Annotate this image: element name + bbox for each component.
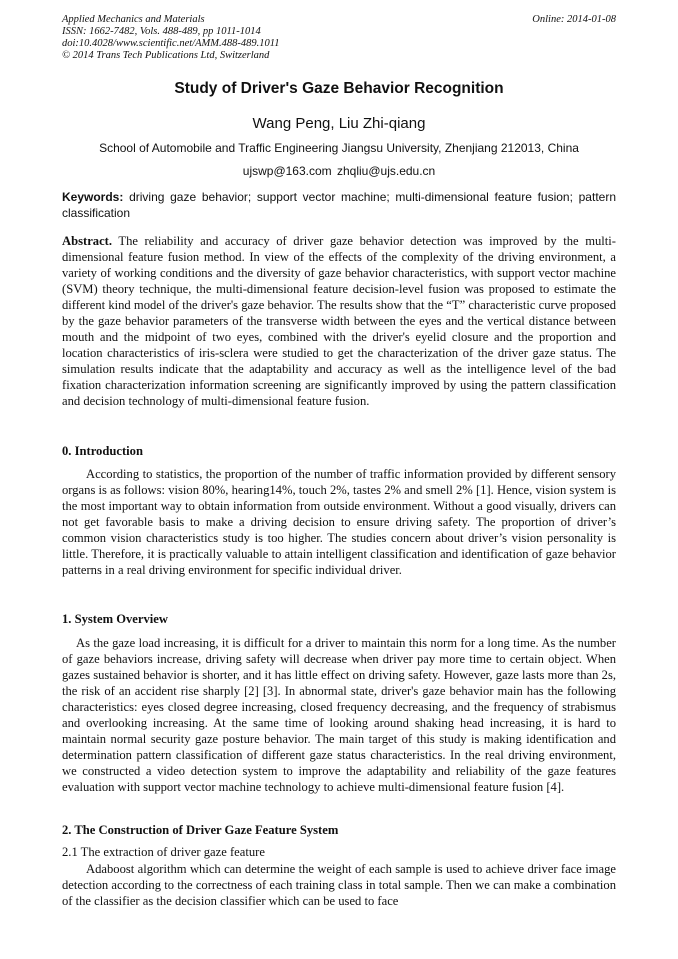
subsection-heading: 2.1 The extraction of driver gaze feature xyxy=(62,845,265,859)
abstract-text: The reliability and accuracy of driver gaze behavior detection was improved by the multi-dimensional feature fusion method. In view of the effects of the complexity of the driving environment, a variety of working conditions and the diversity of gaze behavior characteristics, with support vector machine (SVM) theory technique, the multi-dimensional feature decision-level fusion was proposed to estimate the different kind model of the driver's gaze behavior. The results show that the “T” characteristic curve proposed by the gaze behavior parameters of the transverse width between the eyes and the vertical distance between mouth and the midpoint of two eyes, combined with the driver's eyelid closure and the proportion and location characteristics of iris-sclera were studied to get the characterization of the driver gaze status. The simulation results indicate that the adaptability and accuracy as well as the intelligence level of the bad fixation characterization information screening are significantly improved by using the pattern classification and decision technology of multi-dimensional feature fusion. xyxy=(62,234,616,408)
keywords xyxy=(62,189,616,221)
overview-heading: 1. System Overview xyxy=(62,612,168,626)
online-date: Online: 2014-01-08 xyxy=(532,14,616,25)
keywords-text: driving gaze behavior; support vector machine; multi-dimensional feature fusion; pattern classification xyxy=(62,190,616,220)
journal-name: Applied Mechanics and Materials xyxy=(62,14,205,25)
paper-title: Study of Driver's Gaze Behavior Recognition xyxy=(174,80,504,97)
keywords-label: Keywords: xyxy=(62,190,124,204)
copyright-line: © 2014 Trans Tech Publications Ltd, Switzerland xyxy=(62,50,270,61)
authors: Wang Peng, Liu Zhi-qiang xyxy=(252,115,426,132)
emails: ujswp@163.com zhqliu@ujs.edu.cn xyxy=(242,164,436,178)
doi-line: doi:10.4028/www.scientific.net/AMM.488-489.1011 xyxy=(62,38,280,49)
intro-heading: 0. Introduction xyxy=(62,444,143,458)
abstract-label: Abstract. xyxy=(62,234,113,248)
issn-line: ISSN: 1662-7482, Vols. 488-489, pp 1011-1014 xyxy=(62,26,261,37)
intro-paragraph: According to statistics, the proportion of the number of traffic information provided by different sensory organs is as follows: vision 80%, hearing14%, touch 2%, tastes 2% and smell 2% [1]. Hence, vision system is the most important way to obtain information from outside environment. Without a good visually, drivers can not get favorable basis to make a driving decision to ensure driving safety. The proportion of driver’s common vision characteristics study is too higher. The studies concern about driver’s vision personality is little. Therefore, it is practically valuable to attain intelligent classification and identification of gaze behavior patterns in a real driving environment for specific individual driver. xyxy=(62,467,616,577)
overview-paragraph: As the gaze load increasing, it is difficult for a driver to maintain this norm for a long time. As the number of gaze behaviors increase, driving safety will decrease when driver pay more time to certain object. When gazes sustained behavior is shorter, and it has little effect on driving safety. However, gaze lasts more than 2s, the risk of an accident rise sharply [2] [3]. In abnormal state, driver's gaze behavior main has the following characteristics: eyes closed degree increasing, closed frequency decreasing, and the frequency of strabismus and overlooking increasing. At the same time of looking around shaking head increasing, it is hard to maintain normal security gaze posture behavior. The main target of this study is making identification and determination pattern classification of different gaze status characteristics. In the real driving environment, we constructed a video detection system to improve the adaptability and reliability of the gaze features evaluation with support vector machine technology to achieve multi-dimensional feature fusion [4]. xyxy=(62,636,616,794)
journal-meta xyxy=(62,14,616,62)
construction-heading: 2. The Construction of Driver Gaze Feature System xyxy=(62,823,339,837)
abstract xyxy=(62,233,616,409)
construction-paragraph: Adaboost algorithm which can determine the weight of each sample is used to achieve driver face image detection according to the correctness of each training class in total sample. Then we can make a combination of the classifier as the decision classifier which can be used to face xyxy=(62,862,616,908)
affiliation: School of Automobile and Traffic Engineering Jiangsu University, Zhenjiang 212013, China xyxy=(99,141,579,155)
